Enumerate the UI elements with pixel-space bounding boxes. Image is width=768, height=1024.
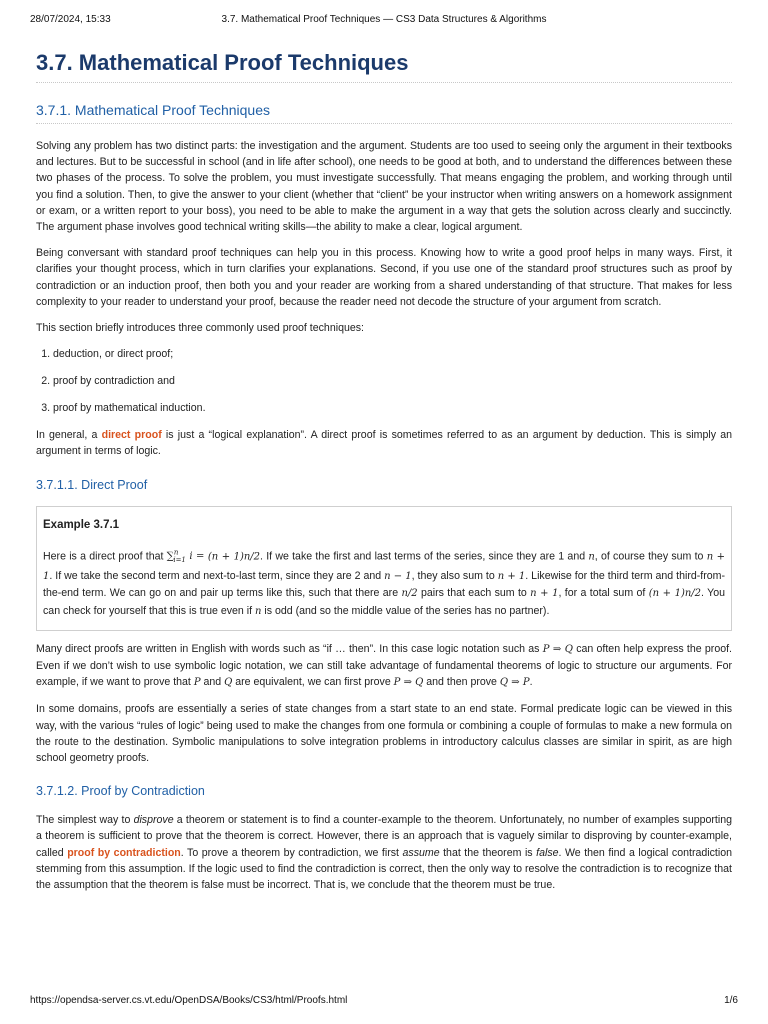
print-datetime: 28/07/2024, 15:33	[30, 14, 111, 25]
text-run: Many direct proofs are written in English with words such as “if … then”. In this case logic notation such as	[36, 642, 543, 655]
math-expression: n + 1	[530, 588, 559, 600]
intro-paragraph-4	[36, 427, 732, 459]
subsection-heading-direct-proof: 3.7.1.1. Direct Proof	[36, 477, 148, 492]
print-page-title: 3.7. Mathematical Proof Techniques — CS3 Data Structures & Algorithms	[221, 14, 547, 25]
technique-list	[36, 346, 732, 416]
text-run: can often help express the proof. Even if we don’t wish to use symbolic logic notation, we can still take advantage of fundamental theorems of logic to structure our arguments. For example, if we want to prove that	[36, 642, 732, 689]
math-expression: Q ⇒ P	[499, 677, 530, 689]
example-paragraph	[43, 545, 725, 620]
text-run: are equivalent, we can first prove	[232, 676, 394, 689]
print-footer	[30, 995, 738, 1009]
emphasis: disprove	[133, 814, 174, 827]
example-title: Example 3.7.1	[43, 518, 120, 531]
text-run: . We then find a logical contradiction stemming from this assumption. If the logic used to find the contradiction is correct, then the only way to resolve the contradiction is to recognize that the assumption that the theorem is false must be incorrect. That is, we conclude that the theorem must be true.	[36, 846, 732, 892]
list-item: 1. deduction, or direct proof;	[53, 346, 732, 362]
page-url: https://opendsa-server.cs.vt.edu/OpenDSA/Books/CS3/html/Proofs.html	[30, 995, 348, 1006]
text-run: , of course they sum to	[594, 549, 707, 562]
text-run: . If we take the first and last terms of the series, since they are 1 and	[260, 549, 589, 562]
math-expression: (n + 1)n/2	[207, 550, 261, 562]
math-expression: n	[254, 605, 262, 617]
math-expression: n + 1	[497, 571, 526, 583]
text-run: . To prove a theorem by contradiction, we first	[180, 846, 403, 859]
list-item: 3. proof by mathematical induction.	[53, 400, 732, 416]
state-changes-paragraph: In some domains, proofs are essentially a series of state changes from a start state to an end state. Formal predicate logic can be viewed in this way, with the various “rules of logic” being used to make the changes from one formula or combining a couple of formulas to make a new formula on the route to the destination. Symbolic manipulations to solve integration problems in introductory calculus classes are similar in spirit, as are high school geometry proofs.	[36, 703, 732, 764]
text-run: is odd (and so the middle value of the series has no partner).	[261, 604, 550, 617]
emphasis: false	[536, 846, 559, 859]
proof-by-contradiction-term-link[interactable]: proof by contradiction	[67, 846, 181, 859]
text-run: and then prove	[423, 676, 500, 689]
math-expression: n − 1	[384, 571, 412, 583]
emphasis: assume	[402, 846, 440, 859]
example-box	[36, 506, 732, 631]
math-expression: (n + 1)n/2	[648, 588, 702, 600]
text-run: pairs that each sum to	[417, 587, 531, 600]
page-number: 1/6	[724, 995, 738, 1006]
math-expression: P ⇒ Q	[393, 677, 424, 689]
text-run: .	[529, 676, 533, 689]
math-expression: n/2	[401, 588, 418, 600]
math-expression: P	[193, 677, 201, 689]
text-run: is just a “logical explanation”. A direct proof is sometimes referred to as an argument by deduction. This is simply an argument in terms of logic.	[36, 429, 732, 458]
text-run: In general, a	[36, 429, 102, 442]
intro-paragraph-2: Being conversant with standard proof techniques can help you in this process. Knowing how to write a good proof helps in many ways. First, it clarifies your thought process, which in turn clarifies your explanations. Second, if you use one of the standard proof structures such as proof by contradiction or an induction proof, then both you and your reader are working from a shared understanding of that structure. That makes for less complexity to your reader to understand your proof, because the reader need not decode the structure of your argument from scratch.	[36, 247, 732, 308]
text-run: The simplest way to	[36, 814, 134, 827]
math-expression: Q	[224, 677, 233, 689]
math-expression: n	[588, 550, 595, 562]
text-run: and	[200, 676, 225, 689]
main-content	[36, 46, 732, 903]
section-heading: 3.7.1. Mathematical Proof Techniques	[36, 102, 732, 124]
text-run: Here is a direct proof that	[43, 549, 167, 562]
sum-formula: ∑$^n_{i=1}$ i =	[166, 548, 208, 564]
text-run: , for a total sum of	[558, 587, 649, 600]
subsection-heading-contradiction: 3.7.1.2. Proof by Contradiction	[36, 784, 205, 799]
list-item: 2. proof by contradiction and	[53, 373, 732, 389]
text-run: that the theorem is	[439, 846, 537, 859]
direct-proof-term-link[interactable]: direct proof	[101, 429, 162, 442]
math-expression: n + 1	[43, 550, 725, 583]
contradiction-paragraph	[36, 812, 732, 893]
page-title: 3.7. Mathematical Proof Techniques	[36, 50, 732, 83]
print-header	[30, 14, 738, 30]
text-run: . If we take the second term and next-to-last term, since they are 2 and	[49, 570, 385, 583]
math-expression: P ⇒ Q	[542, 643, 573, 655]
text-run: a theorem or statement is to find a counter-example to the theorem. Unfortunately, no number of examples supporting a theorem is sufficient to prove that the theorem is correct. However, there is an approach that is vaguely similar to disproving by counter-example, called	[36, 814, 732, 859]
logic-notation-paragraph	[36, 641, 732, 692]
text-run: . Likewise for the third term and third-from-the-end term. We can go on and pair up terms like this, such that there are	[43, 570, 725, 600]
text-run: . You can check for yourself that this is true even if	[43, 587, 725, 617]
intro-paragraph-1: Solving any problem has two distinct parts: the investigation and the argument. Students are too used to seeing only the argument in their textbooks and lectures. But to be successful in school (and in life after school), one needs to be good at both, and to understand the differences between these two phases of the process. To solve the problem, you must investigate successfully. That means engaging the problem, and working through until you find a solution. Then, to give the answer to your client (whether that “client” be your instructor when writing answers on a homework assignment or exam, or a written report to your boss), you need to be able to make the argument in a way that gets the solution across clearly and succinctly. The argument phase involves good technical writing skills—the ability to make a clear, logical argument.	[36, 140, 732, 234]
intro-paragraph-3: This section briefly introduces three commonly used proof techniques:	[36, 322, 364, 335]
text-run: , they also sum to	[411, 570, 498, 583]
